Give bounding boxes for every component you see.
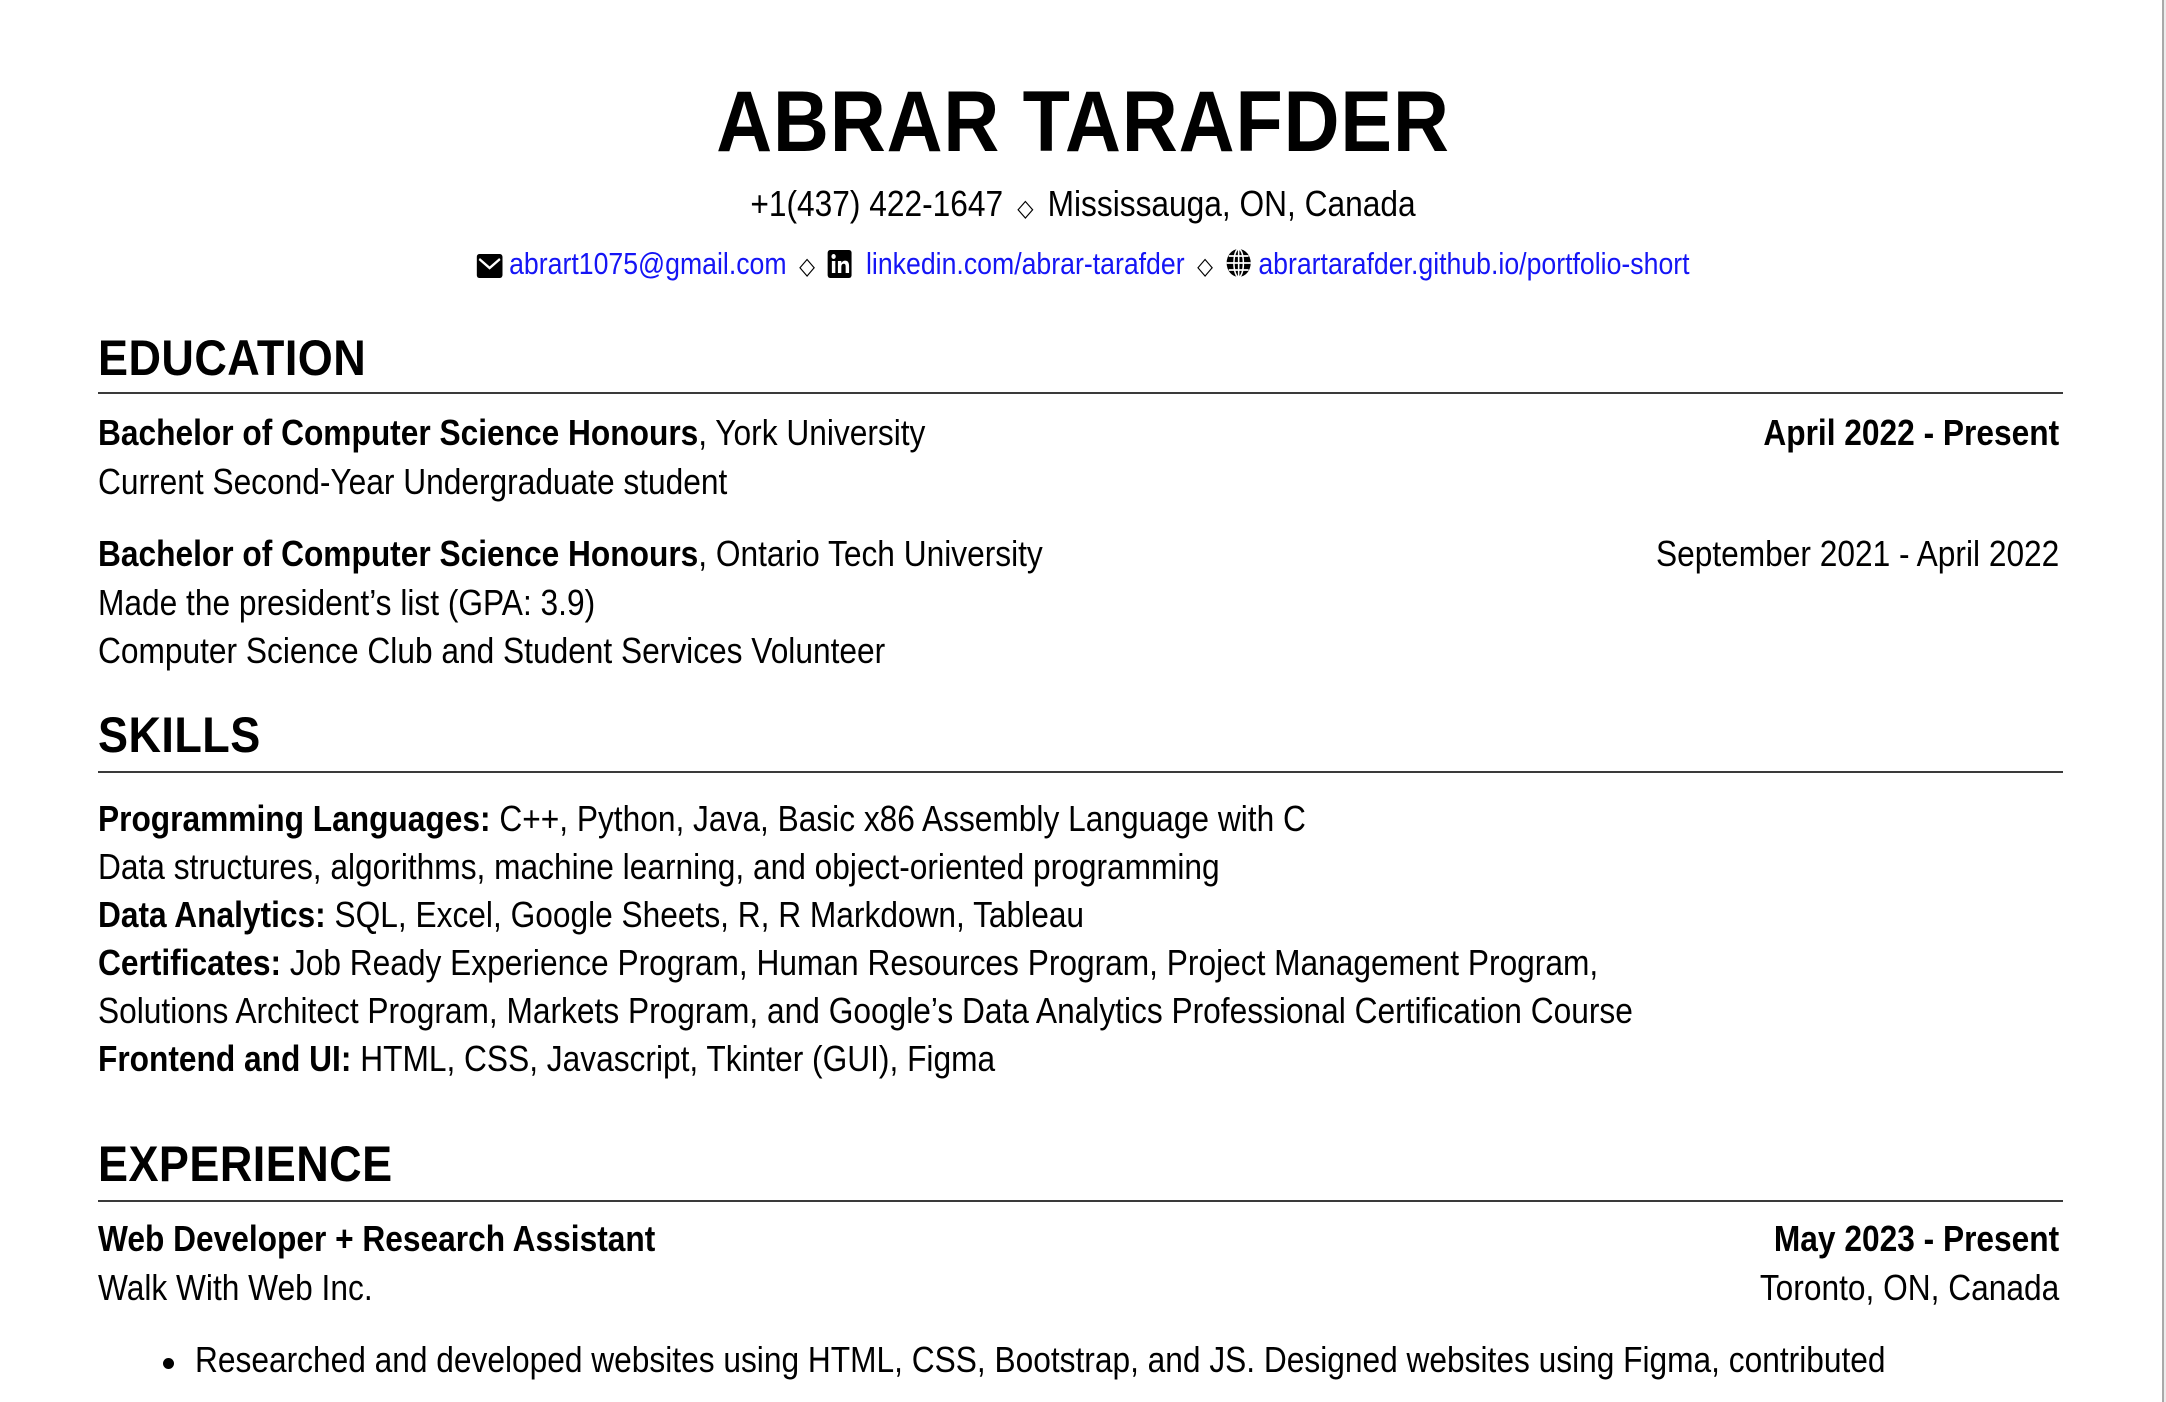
skills-line <box>98 988 1633 1034</box>
portfolio-link[interactable]: abrartarafder.github.io/portfolio-short <box>1258 246 1690 281</box>
linkedin-link[interactable]: linkedin.com/abrar-tarafder <box>866 246 1185 281</box>
job-dates: May 2023 - Present <box>1773 1218 2059 1259</box>
separator-diamond: ◇ <box>1197 253 1214 280</box>
experience-heading: EXPERIENCE <box>98 1136 393 1192</box>
education-entry-2-dates: September 2021 - April 2022 <box>1655 533 2059 574</box>
education-heading: EDUCATION <box>98 330 367 386</box>
skill-text: C++, Python, Java, Basic x86 Assembly Language with C <box>490 798 1306 839</box>
education-entry-1-dates: April 2022 - Present <box>1763 412 2059 453</box>
skill-text: HTML, CSS, Javascript, Tkinter (GUI), Figma <box>351 1038 996 1079</box>
education-entry-1-title <box>98 410 925 456</box>
job-title: Web Developer + Research Assistant <box>98 1218 656 1259</box>
skills-line <box>98 892 1084 938</box>
phone-location-line <box>130 180 2036 233</box>
degree: Bachelor of Computer Science Honours <box>98 533 699 574</box>
phone-number: +1(437) 422-1647 <box>750 183 1004 224</box>
degree: Bachelor of Computer Science Honours <box>98 412 699 453</box>
skills-heading: SKILLS <box>98 707 261 763</box>
skill-label: Programming Languages: <box>98 798 491 839</box>
skills-line <box>98 796 1306 842</box>
separator-diamond: ◇ <box>1017 195 1034 222</box>
linkedin-icon <box>828 246 852 290</box>
skill-label: Frontend and UI: <box>98 1038 352 1079</box>
envelope-icon <box>476 246 502 290</box>
job-company: Walk With Web Inc. <box>98 1267 373 1308</box>
globe-icon <box>1226 246 1252 290</box>
skill-text: Solutions Architect Program, Markets Program, and Google’s Data Analytics Professional Certification Course <box>98 990 1633 1031</box>
contact-links <box>152 242 2015 290</box>
education-entry-2-detail: Made the president’s list (GPA: 3.9) <box>98 582 596 623</box>
school: , Ontario Tech University <box>698 533 1043 574</box>
education-entry-1-detail: Current Second-Year Undergraduate student <box>98 461 728 502</box>
skills-line <box>98 940 1598 986</box>
bullet-icon <box>163 1358 174 1369</box>
school: , York University <box>698 412 926 453</box>
section-divider <box>98 771 2063 773</box>
skills-line <box>98 1036 995 1082</box>
section-divider <box>98 392 2063 394</box>
separator-diamond: ◇ <box>799 253 816 280</box>
education-entry-2-detail: Computer Science Club and Student Services Volunteer <box>98 630 886 671</box>
section-divider <box>98 1200 2063 1202</box>
job-location: Toronto, ON, Canada <box>1759 1267 2059 1308</box>
candidate-name: ABRAR TARAFDER <box>716 74 1450 170</box>
skill-text: Job Ready Experience Program, Human Resources Program, Project Management Program, <box>281 942 1599 983</box>
skill-text: Data structures, algorithms, machine learning, and object-oriented programming <box>98 846 1220 887</box>
skill-label: Data Analytics: <box>98 894 326 935</box>
skills-line <box>98 844 1220 890</box>
skill-label: Certificates: <box>98 942 282 983</box>
education-entry-2-title <box>98 531 1043 577</box>
job-bullet: Researched and developed websites using HTML, CSS, Bootstrap, and JS. Designed websites using Figma, contributed <box>195 1339 1886 1380</box>
email-link[interactable]: abrart1075@gmail.com <box>509 246 787 281</box>
location: Mississauga, ON, Canada <box>1047 183 1416 224</box>
skill-text: SQL, Excel, Google Sheets, R, R Markdown, Tableau <box>325 894 1085 935</box>
page-edge-scrollbar <box>2162 0 2166 1402</box>
